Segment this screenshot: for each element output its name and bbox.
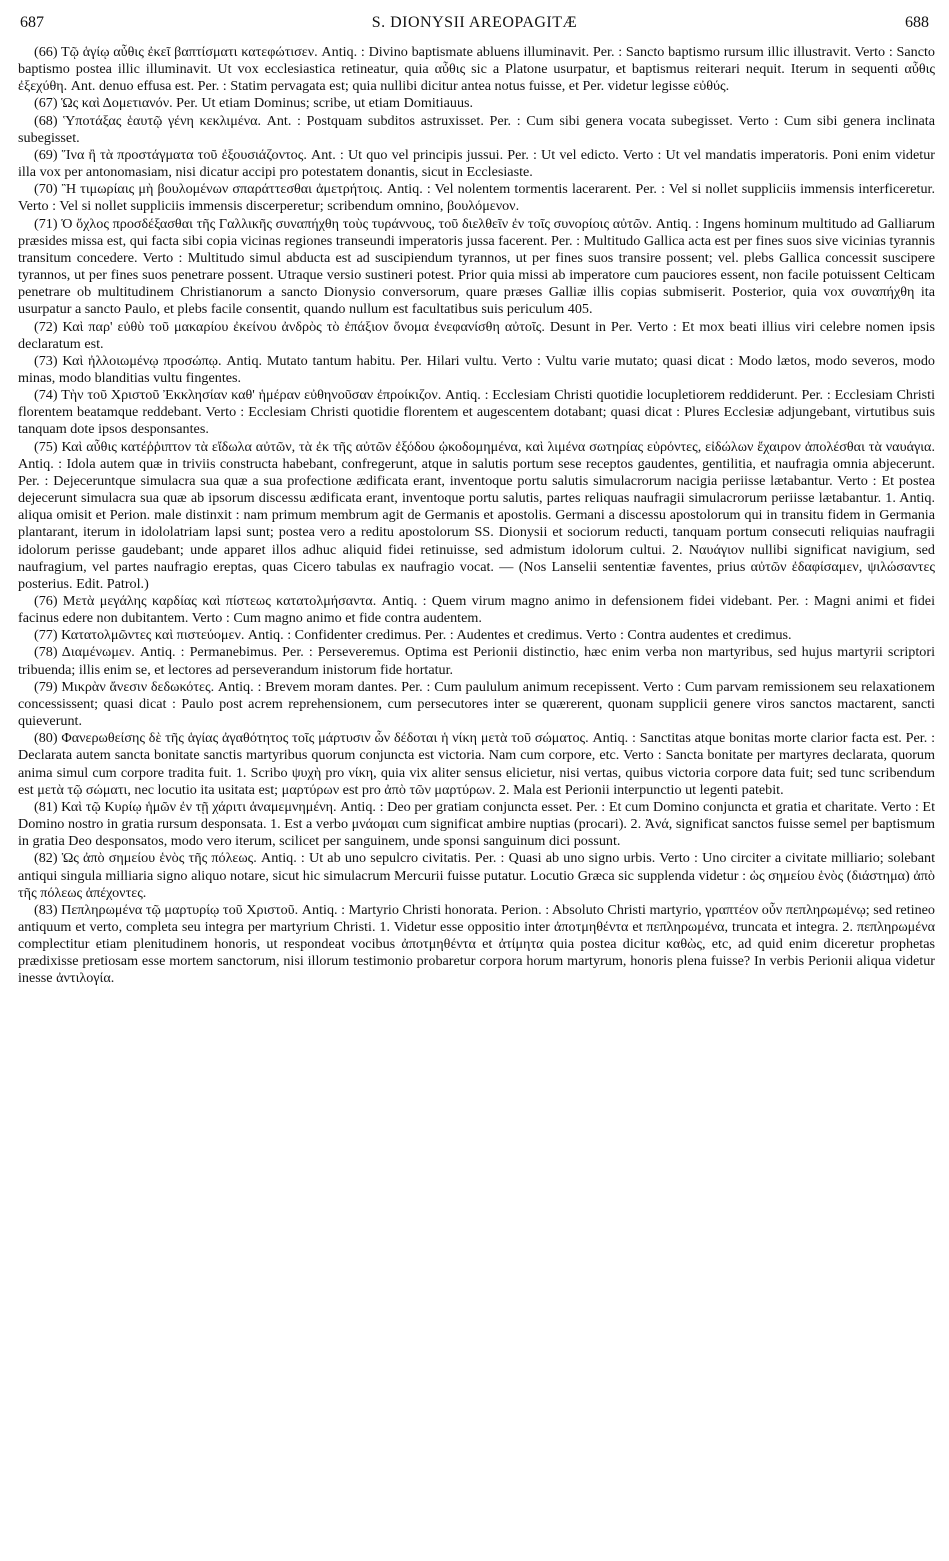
note-66: (66) Τῷ ἁγίῳ αὖθις ἐκεῖ βαπτίσματι κατεφώτισεν. Antiq. : Divino baptismate abluens illuminavit. Per. : Sancto baptismo rursum illic illustravit. Verto : Sancto baptismo postea illic illuminavit. Ut vox ecclesiastica retineatur, quia αὖθις sic a Platone usurpatur, et baptismus reiterari nequit. Iterum in sequenti αὖθις ἐξεχύθη. Ant. denuo effusa est. Per. : Statim pervagata est; quia nullibi dicitur antea notus fuisse, et Per. videtur legisse εὐθύς. <box>18 44 935 95</box>
running-header <box>20 14 929 38</box>
note-68: (68) Ὑποτάξας ἑαυτῷ γένη κεκλιμένα. Ant. : Postquam subditos astruxisset. Per. : Cum sibi genera vocata subegisset. Verto : Cum sibi genera inclinata subegisset. <box>18 112 935 146</box>
note-70: (70) Ἢ τιμωρίαις μὴ βουλομένων σπαράττεσθαι ἀμετρήτοις. Antiq. : Vel nolentem tormentis lacerarent. Per. : Vel si nollet suppliciis immensis interficeretur. Verto : Vel si nollet suppliciis immensis discerperetur; scribendum omnino, βουλόμενον. <box>18 181 935 215</box>
note-74: (74) Τὴν τοῦ Χριστοῦ Ἐκκλησίαν καθ' ἡμέραν εὐθηνοῦσαν ἐπροίκιζον. Antiq. : Ecclesiam Christi quotidie locupletiorem reddiderunt. Per. : Ecclesiam Christi florentem beatamque reddebant. Verto : Ecclesiam Christi quotidie florentem et augescentem dotabant; quasi dicat : Plures Ecclesiæ adjungebant, virtutibus suis tanquam dote ipsos desponsantes. <box>18 387 935 438</box>
running-title: S. DIONYSII AREOPAGITÆ <box>371 14 578 31</box>
note-80: (80) Φανερωθείσης δὲ τῆς ἁγίας ἀγαθότητος τοῖς μάρτυσιν ὧν δέδοται ἡ νίκη μετὰ τοῦ σώματος. Antiq. : Sanctitas atque bonitas morte clarior facta est. Per. : Declarata autem sancta bonitate sanctis martyribus quorum conjuncta est victoria. Nam cum corpore, etc. Verto : Sancta bonitate per martyres declarata, quorum anima simul cum corpore tradita fuit. 1. Scribo ψυχὴ pro νίκη, quia vix aliter sensus elicietur, nisi vertas, quibus victoria corpore data fuit; sed tunc scribendum est μετὰ τῷ σώματι, nec locutio ita usitata est; μαρτύρων est pro ἀπὸ τῶν μαρτύρων. 2. Mala est Perionii interpunctio ut legenti patebit. <box>18 730 935 798</box>
page-number-right: 688 <box>905 14 929 31</box>
note-73: (73) Καὶ ἠλλοιωμένῳ προσώπῳ. Antiq. Mutato tantum habitu. Per. Hilari vultu. Verto : Vultu varie mutato; quasi dicat : Modo lætos, modo severos, modo minas, modo blanditias vultu fingentes. <box>18 352 935 386</box>
note-78: (78) Διαμένωμεν. Antiq. : Permanebimus. Per. : Perseveremus. Optima est Perionii distinctio, hæc enim verba non martyribus, sed hujus martyrii scriptori tribuenda; illis enim se, et lectores ad perseverandum inistorum fide hortatur. <box>18 644 935 678</box>
note-71: (71) Ὁ ὄχλος προσδέξασθαι τῆς Γαλλικῆς συναπήχθη τοὺς τυράννους, τοῦ διελθεῖν ἐν τοῖς συνορίοις αὐτῶν. Antiq. : Ingens hominum multitudo ad Galliarum præsides missa est, qui facta sibi copia vicinas regiones transeundi imperatoris jussa facerent. Per. : Multitudo Gallica acta est per fines suos sive vicinias tyrannis transitum concedere. Verto : Multitudo simul abducta est ad suscipiendum tyrannos, ut per fines suos transire possent; vel. plebs Gallica concessit suscipere tyrannos, ut per fines suos penetrare possent. Utraque versio sustineri potest. Prior quia missi ab imperatore cum pauciores essent, non facile potuissent Celticam penetrare ob multitudinem Christianorum a sancto Dionysio conversorum, quare præses Galliæ illis copias submiserit. Posterior, quia vox συναπήχθη ita usurpatur a sancto Paulo, et plebs facile consentit, quando nullum est facultatibus suis periculum 405. <box>18 215 935 318</box>
page-number-left: 687 <box>20 14 44 31</box>
note-72: (72) Καὶ παρ' εὐθὺ τοῦ μακαρίου ἐκείνου ἀνδρὸς τὸ ἐπάξιον ὄνομα ἐνεφανίσθη αὐτοῖς. Desunt in Per. Verto : Et mox beati illius viri celebre nomen ipsis declaratum est. <box>18 318 935 352</box>
note-67: (67) Ὡς καὶ Δομετιανόν. Per. Ut etiam Dominus; scribe, ut etiam Domitiauus. <box>34 95 474 112</box>
note-69: (69) Ἵνα ἢ τὰ προστάγματα τοῦ ἐξουσιάζοντος. Ant. : Ut quo vel principis jussui. Per. : Ut vel edicto. Verto : Ut vel mandatis imperatoris. Poni enim videtur illa vox per antonomasiam, nisi dicatur accipi pro potestatem donantis, sicut in Ecclesiaste. <box>18 146 935 181</box>
note-79: (79) Μικρὰν ἄνεσιν δεδωκότες. Antiq. : Brevem moram dantes. Per. : Cum paululum animum recepissent. Verto : Cum parvam remissionem seu relaxationem concessissent; quasi dicat : Paulo post acrem reprehensionem, cum persecutores inter se quærerent, quonam supplicii genere viros sanctos mactarent, sancti quieverunt. <box>18 678 935 730</box>
note-83: (83) Πεπληρωμένα τῷ μαρτυρίῳ τοῦ Χριστοῦ. Antiq. : Martyrio Christi honorata. Perion. : Absoluto Christi martyrio, γραπτέον οὖν πεπληρωμένῳ; sed retineo antiquum et verto, completa seu integra per martyrium Christi. 1. Videtur esse oppositio inter ἀποτμηθέντα et πεπληρωμένα, truncata et integra. 2. πεπληρωμένα complectitur etiam plenitudinem honoris, ut respondeat vocibus ἀποτμηθέντα et ἀτίμητα quia postea dicitur καθὼς, etc, ad quid enim diceretur prophetas prædixisse pretiosam esse mortem sanctorum, nisi illorum testimonio probaretur corpora horum martyrum, honoris plena fuisse? In verbis Perionii aliqua videtur inesse ἀντιλογία. <box>18 901 935 987</box>
note-76: (76) Μετὰ μεγάλης καρδίας καὶ πίστεως κατατολμήσαντα. Antiq. : Quem virum magno animo in defensionem fidei videbant. Per. : Magni animi et fidei facinus edere non dubitantem. Verto : Cum magno animo et fide contra audentem. <box>18 593 935 627</box>
note-81: (81) Καὶ τῷ Κυρίῳ ἡμῶν ἐν τῇ χάριτι ἀναμεμνημένη. Antiq. : Deo per gratiam conjuncta esset. Per. : Et cum Domino conjuncta et gratia et charitate. Verto : Et Domino nostro in gratia rursum desponsata. 1. Est a verbo μνάομαι cum significat ambire nuptias (procari). 2. Ἀνά, significat sanctos fuisse semel per baptismum in gratia Deo desponsatos, modo vero iterum, scilicet per sanguinem, unde sponsi sanguinum dici possunt. <box>18 798 935 850</box>
notes-body <box>18 44 935 988</box>
note-77: (77) Κατατολμῶντες καὶ πιστεύομεν. Antiq. : Confidenter credimus. Per. : Audentes et credimus. Verto : Contra audentes et credimus. <box>34 627 792 644</box>
note-82: (82) Ὡς ἀπὸ σημείου ἑνὸς τῆς πόλεως. Antiq. : Ut ab uno sepulcro civitatis. Per. : Quasi ab uno signo urbis. Verto : Uno circiter a civitate milliario; solebant antiqui singula milliaria signo aliquo notare, sicut hic simulacrum Mercurii fuisse putatur. Locutio Græca sic supplenda videtur : ὡς σημείου ἑνὸς (διάστημα) ἀπὸ τῆς πόλεως ἀπέχοντες. <box>18 850 935 901</box>
note-75: (75) Καὶ αὖθις κατέῤῥιπτον τὰ εἴδωλα αὐτῶν, τὰ ἐκ τῆς αὐτῶν ἐξόδου ᾠκοδομημένα, καὶ λιμένα σωτηρίας εὑρόντες, εἰδώλων ἔχαιρον ἀπολέσθαι τὰ ναυάγια. Antiq. : Idola autem quæ in triviis constructa habebant, confregerunt, atque in salutis portum sese receptos gaudentes, gentilitia, et naufragia omnia abjecerunt. Per. : Dejeceruntque simulacra sua quæ a sua profectione ædificata erant, inventoque portu salutis simulacrorum nacigia periisse lætabantur. Verto : Et postea dejecerunt simulacra sua quæ ab ipsorum discessu ædificata erant, inventoque portu salutis, partes reliquas naufragii simulacrorum periisse lætabantur. 1. Antiq. aliqua omisit et Perion. male distinxit : nam primum membrum agit de Germanis et apostolis. Germani a discessu apostolorum qui in transitu fidem in Germania plantarant, iterum in idololatriam lapsi sunt; postea vero a reditu apostolorum SS. Dionysii et sociorum reducti, tanquam portum consecuti reliquias naufragii idolorum perisse gaudebant; unde apparet illos adhuc aliquid fidei retinuisse, sed admistum idolorum cultui. 2. Ναυάγιον nullibi significat navigium, sed naufragium, vel partes naufragio ereptas, quas Cicero tabulas ex naufragio vocat. — (Nos Lanselii sententiæ faventes, prius αὐτῶν ἐδαφίσαμεν, ψιλώσαντες posterius. Edit. Patrol.) <box>18 438 935 592</box>
